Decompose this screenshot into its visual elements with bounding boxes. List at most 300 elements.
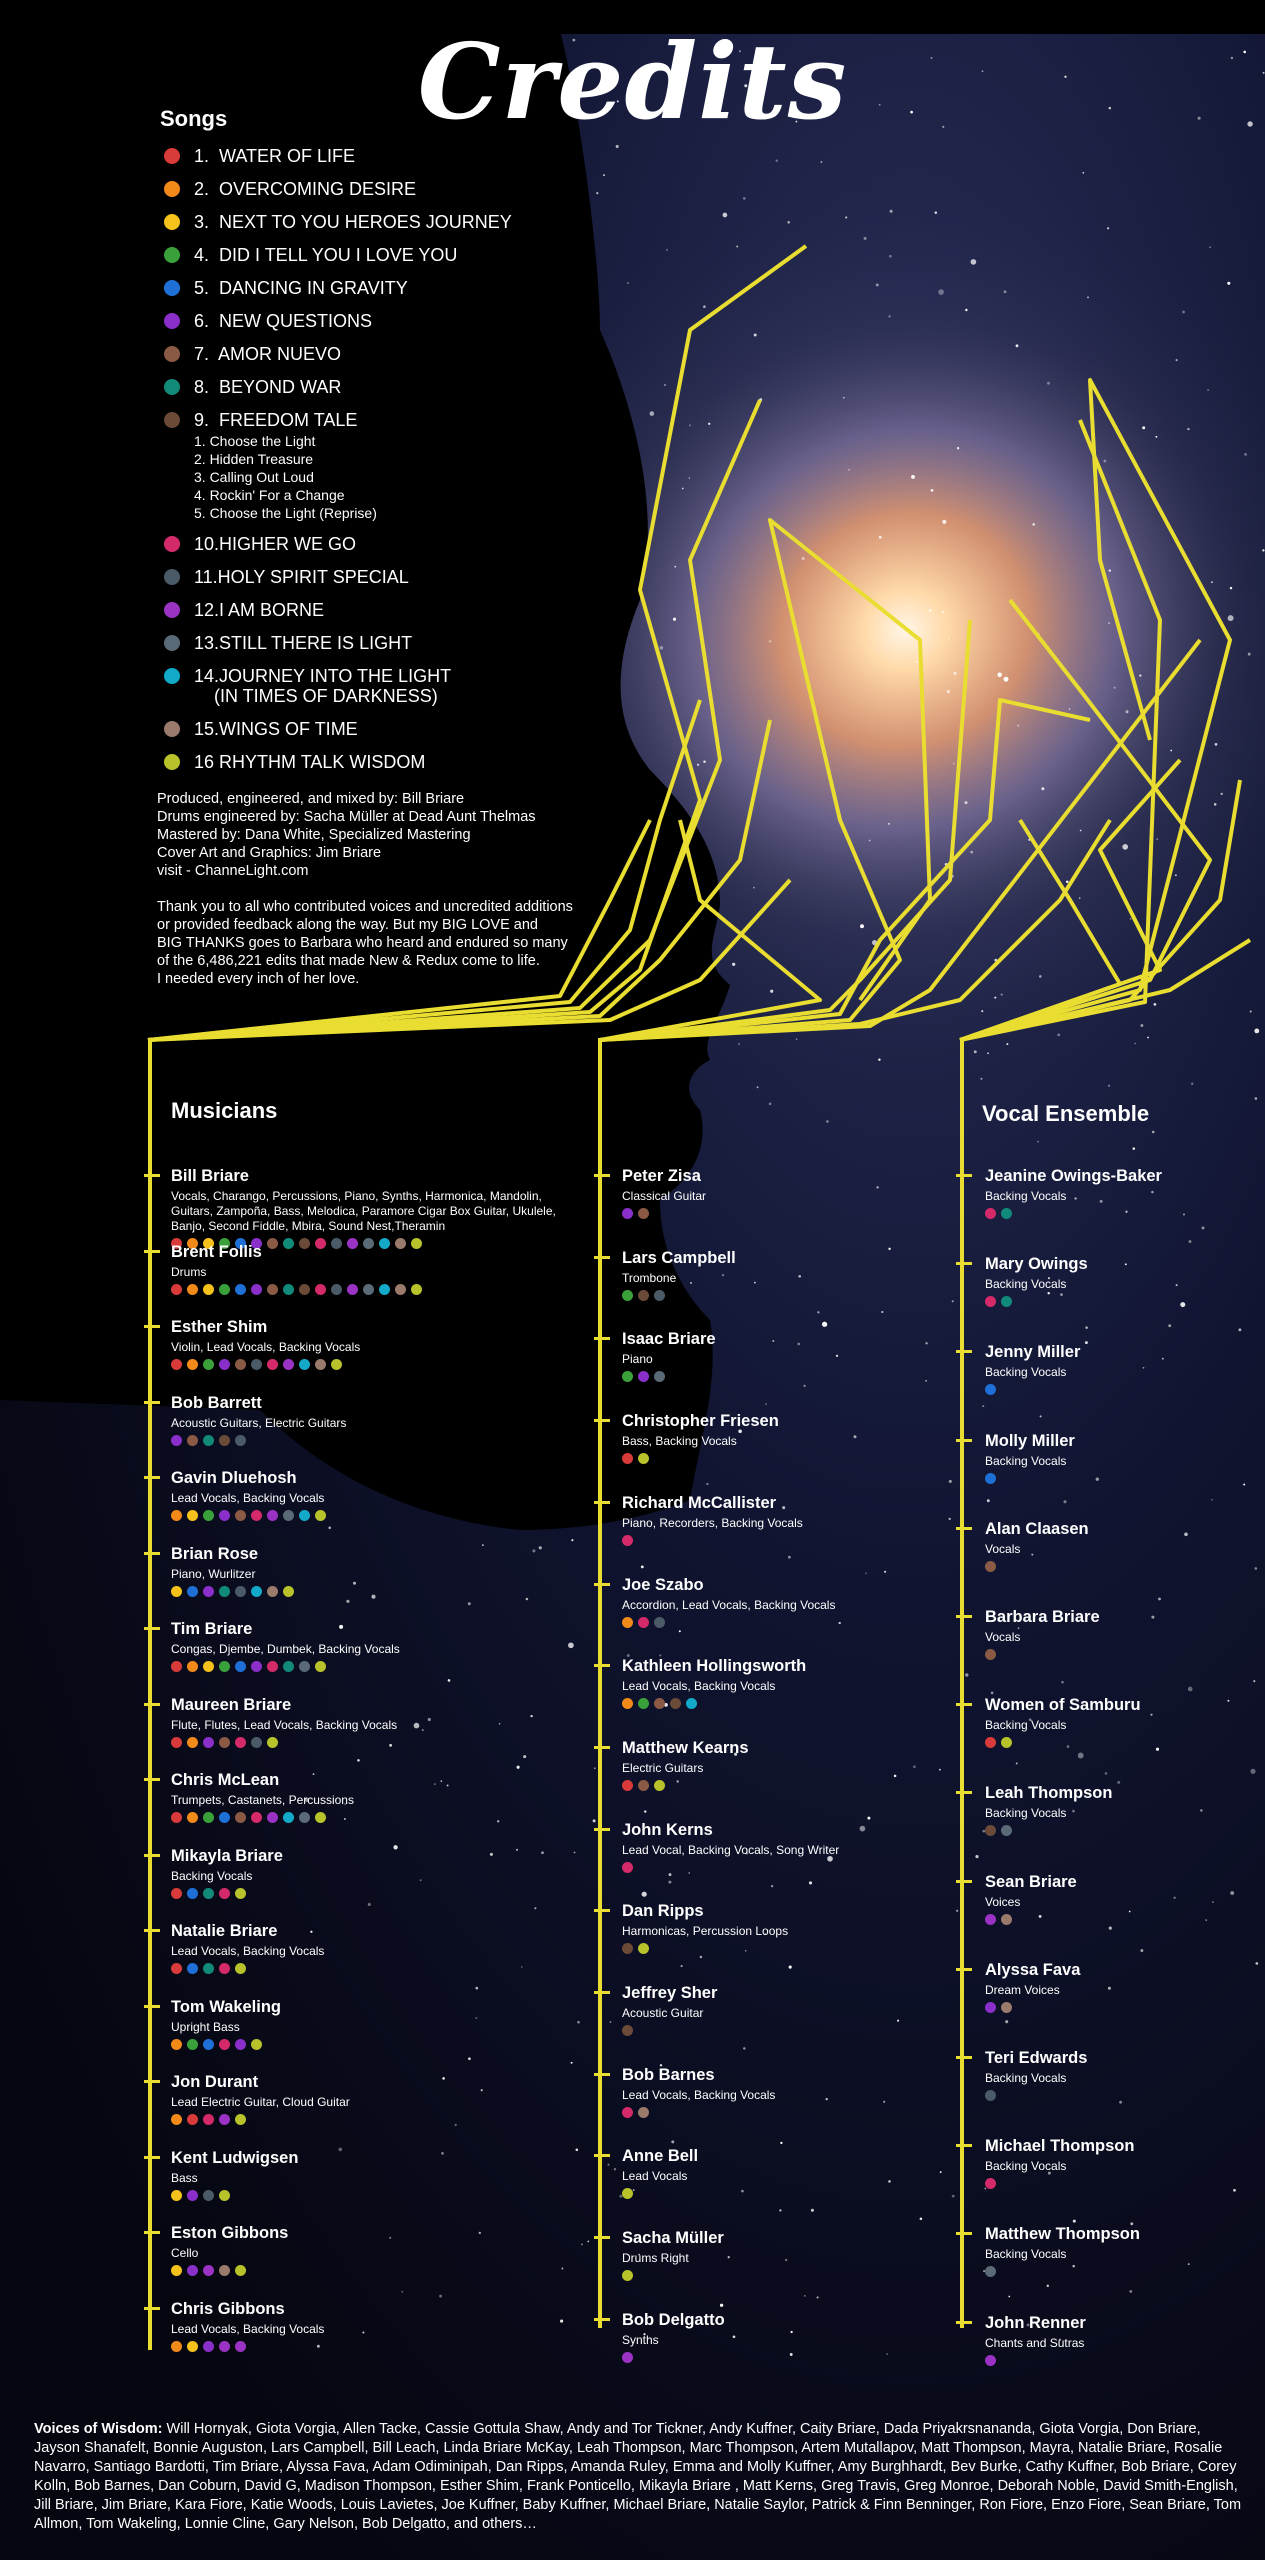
song-dot [203, 1661, 214, 1672]
person-name: Alan Claasen [985, 1519, 1089, 1538]
thanks-line: BIG THANKS goes to Barbara who heard and endured so many [157, 935, 568, 951]
song-dot [171, 1888, 182, 1899]
song-title: 14.JOURNEY INTO THE LIGHT (IN TIMES OF DARKNESS) [194, 666, 452, 706]
song-dot [187, 1435, 198, 1446]
song-dots [171, 1812, 571, 1823]
song-item [160, 344, 660, 364]
song-title: 7. AMOR NUEVO [194, 344, 342, 364]
song-dots [622, 1535, 922, 1546]
song-title: 3. NEXT TO YOU HEROES JOURNEY [194, 212, 512, 232]
person-name: Bill Briare [171, 1167, 249, 1185]
song-dots [171, 1284, 571, 1295]
connector-tick [956, 1439, 972, 1442]
person-name: Jenny Miller [985, 1343, 1081, 1362]
song-item [160, 752, 660, 772]
connector-tick [956, 1880, 972, 1883]
person-name: Kent Ludwigsen [171, 2148, 299, 2167]
song-dot [235, 2265, 246, 2276]
song-dot [1001, 2002, 1012, 2013]
credit-entry [622, 1983, 922, 2036]
credit-entry [985, 2136, 1265, 2189]
song-dots [171, 1435, 571, 1446]
thank-you-note [157, 898, 627, 988]
song-dots [622, 2188, 922, 2199]
credit-entry [171, 1393, 571, 1446]
song-dots [622, 1943, 922, 1954]
song-dot [299, 1510, 310, 1521]
song-dot [187, 1661, 198, 1672]
connector-tick [956, 1703, 972, 1706]
song-color-dot [164, 721, 180, 737]
connector-tick [956, 1350, 972, 1353]
connector-tick [144, 1174, 160, 1177]
song-dot [283, 1359, 294, 1370]
person-name: Brent Follis [171, 1242, 262, 1261]
song-dot [638, 1453, 649, 1464]
person-name: Chris Gibbons [171, 2299, 285, 2318]
song-dot [985, 2178, 996, 2189]
song-movement: 5. Choose the Light (Reprise) [194, 505, 377, 521]
song-title: 6. NEW QUESTIONS [194, 311, 373, 331]
song-dot [985, 1737, 996, 1748]
middle-column-line [598, 1038, 602, 2328]
song-dots [985, 2090, 1265, 2101]
credit-entry [985, 1342, 1265, 1395]
person-role: Backing Vocals [171, 1868, 253, 1883]
song-dots [985, 1649, 1265, 1660]
person-role: Vocals [985, 1630, 1021, 1644]
song-dots [622, 1453, 922, 1464]
song-dot [203, 1737, 214, 1748]
song-dot [267, 1586, 278, 1597]
person-role: Lead Vocals, Backing Vocals [622, 2087, 776, 2102]
song-color-dot [164, 214, 180, 230]
person-name: Michael Thompson [985, 2137, 1135, 2156]
song-movement: 1. Choose the Light [194, 433, 316, 449]
song-dot [251, 1284, 262, 1295]
person-role: Lead Vocal, Backing Vocals, Song Writer [622, 1842, 840, 1857]
credit-entry [171, 1166, 571, 1249]
person-role: Harmonicas, Percussion Loops [622, 1924, 789, 1939]
song-title: 11.HOLY SPIRIT SPECIAL [194, 567, 409, 587]
song-dots [622, 1371, 922, 1382]
person-name: Sacha Müller [622, 2229, 724, 2248]
song-dot [171, 1812, 182, 1823]
song-dot [235, 1586, 246, 1597]
person-role: Vocals [985, 1541, 1021, 1556]
credit-entry [622, 2310, 922, 2363]
song-dot [187, 1737, 198, 1748]
connector-tick [594, 1501, 610, 1504]
song-dot [187, 2114, 198, 2125]
connector-tick [144, 1401, 160, 1404]
person-role: Lead Vocals, Backing Vocals [171, 1491, 325, 1505]
song-dot [203, 2039, 214, 2050]
song-dot [235, 2341, 246, 2352]
credit-entry [171, 1695, 571, 1748]
person-role: Backing Vocals [985, 1189, 1067, 1203]
person-role: Electric Guitars [622, 1760, 704, 1775]
song-dot [235, 1510, 246, 1521]
song-dots [171, 2190, 571, 2201]
song-dot [219, 1737, 230, 1748]
song-dot [654, 1371, 665, 1382]
person-name: Richard McCallister [622, 1493, 777, 1512]
song-dot [171, 2341, 182, 2352]
voices-of-wisdom [34, 2420, 1244, 2534]
song-dot [187, 2190, 198, 2201]
song-dot [654, 1290, 665, 1301]
person-name: Alyssa Fava [985, 1960, 1081, 1979]
song-dot [638, 1943, 649, 1954]
song-dots [985, 1296, 1265, 1307]
song-dot [235, 1359, 246, 1370]
song-item [160, 212, 660, 232]
song-dot [622, 1943, 633, 1954]
connector-tick [144, 1250, 160, 1253]
connector-tick [144, 1703, 160, 1706]
person-name: Tom Wakeling [171, 1997, 282, 2016]
song-dot [638, 1371, 649, 1382]
person-role: Dream Voices [985, 1982, 1060, 1997]
person-name: Chris McLean [171, 1771, 280, 1789]
song-movements [194, 432, 377, 522]
song-dot [985, 2355, 996, 2366]
song-dots [985, 1384, 1265, 1395]
song-title: 9. FREEDOM TALE [194, 410, 358, 430]
credit-entry [622, 1738, 922, 1791]
credit-entry [171, 2072, 571, 2125]
song-dots [622, 1208, 922, 1219]
song-dot [622, 2188, 633, 2199]
person-name: Matthew Kearns [622, 1738, 749, 1757]
song-dot [219, 2265, 230, 2276]
song-item [160, 278, 660, 298]
song-dot [219, 1435, 230, 1446]
person-role: Acoustic Guitars, Electric Guitars [171, 1415, 347, 1430]
person-role: Drums [171, 1264, 207, 1279]
connector-tick [144, 1778, 160, 1781]
credit-entry [985, 2224, 1265, 2277]
song-title: 16 RHYTHM TALK WISDOM [194, 752, 426, 772]
song-dot [299, 1661, 310, 1672]
song-color-dot [164, 181, 180, 197]
song-dot [187, 1586, 198, 1597]
song-dot [1001, 1825, 1012, 1836]
song-dot [654, 1698, 665, 1709]
song-dots [622, 1862, 922, 1873]
liner-notes [157, 790, 627, 988]
person-name: Natalie Briare [171, 1922, 278, 1940]
song-item [160, 666, 660, 706]
person-role: Backing Vocals [985, 1277, 1067, 1292]
song-dot [187, 1963, 198, 1974]
song-dot [251, 2039, 262, 2050]
voices-of-wisdom-label: Voices of Wisdom: [34, 2421, 163, 2437]
connector-tick [144, 1552, 160, 1555]
credit-line: Produced, engineered, and mixed by: Bill Briare [157, 791, 465, 807]
song-dot [622, 1371, 633, 1382]
person-name: Gavin Dluehosh [171, 1469, 297, 1487]
song-dot [235, 1737, 246, 1748]
credit-entry [171, 1846, 571, 1899]
song-color-dot [164, 668, 180, 684]
voices-of-wisdom-names: Will Hornyak, Giota Vorgia, Allen Tacke, Cassie Gottula Shaw, Andy and Tor Tickner, Andy Kuffner, Caity Briare, Dada Priyakrsnananda, Giota Vorgia, Don Briare, Jayson Shanafelt, Bonnie Auguston, Lars Campbell, Bill Leach, Linda Briare McKay, Leah Thompson, Marc Thompson, Artem Mutallapov, Matt Thompson, Mayra, Natalie Briare, Rosalie Navarro, Santiago Bardotti, Tim Briare, Alyssa Fava, Adam Odiminipah, Dan Ripps, Amanda Ruley, Emma and Molly Kuffner, Amy Burghhardt, Bev Burke, Cathy Kuffner, Bob Briare, Corey Kolln, Bob Barnes, Dan Coburn, David G, Madison Thompson, Esther Shim, Frank Ponticello, Mikayla Briare , Matt Kerns, Greg Travis, Greg Monroe, Deborah Noble, David Smith-English, Jill Briare, Jim Briare, Kara Fiore, Katie Woods, Louis Lavietes, Joe Kuffner, Baby Kuffner, Michael Briare, Natalie Saylor, Patrick & Finn Benninger, Ron Fiore, Enzo Fiore, Sean Briare, Tom Allmon, Tom Wakeling, Lonnie Cline, Gary Nelson, Bob Delgatto, and others… [34, 2421, 1242, 2532]
person-name: Jeanine Owings-Baker [985, 1167, 1162, 1185]
song-color-dot [164, 412, 180, 428]
person-role: Chants and Sutras [985, 2335, 1085, 2350]
song-dots [985, 1825, 1265, 1836]
person-name: Lars Campbell [622, 1248, 736, 1267]
song-dot [315, 1510, 326, 1521]
song-dot [622, 1698, 633, 1709]
credit-entry [985, 1695, 1265, 1748]
song-dot [267, 1359, 278, 1370]
connector-tick [594, 1664, 610, 1667]
person-role: Trombone [622, 1270, 677, 1285]
song-dot [622, 1617, 633, 1628]
song-dots [622, 1617, 922, 1628]
credit-entry [171, 2299, 571, 2352]
credit-entry [622, 1411, 922, 1464]
song-dot [363, 1284, 374, 1295]
song-color-dot [164, 313, 180, 329]
song-dot [315, 1284, 326, 1295]
person-name: Christopher Friesen [622, 1412, 779, 1431]
connector-tick [144, 2080, 160, 2083]
person-name: Mary Owings [985, 1255, 1088, 1274]
song-movement: 3. Calling Out Loud [194, 469, 314, 485]
song-dot [622, 2270, 633, 2281]
song-item [160, 633, 660, 653]
thanks-line: or provided feedback along the way. But my BIG LOVE and [157, 917, 538, 933]
song-dot [267, 1284, 278, 1295]
song-dot [985, 1384, 996, 1395]
song-dot [315, 1661, 326, 1672]
person-name: Kathleen Hollingsworth [622, 1657, 807, 1676]
song-title: 13.STILL THERE IS LIGHT [194, 633, 413, 653]
song-color-dot [164, 754, 180, 770]
song-movement: 2. Hidden Treasure [194, 451, 314, 467]
song-dot [203, 1359, 214, 1370]
song-dot [985, 1825, 996, 1836]
song-dot [219, 2114, 230, 2125]
credit-entry [622, 1493, 922, 1546]
person-name: Bob Barrett [171, 1393, 262, 1412]
person-role: Bass, Backing Vocals [622, 1434, 737, 1449]
credit-entry [622, 2146, 922, 2199]
song-dot [638, 1780, 649, 1791]
song-dot [235, 1661, 246, 1672]
person-name: Esther Shim [171, 1318, 268, 1336]
song-movement: 4. Rockin' For a Change [194, 487, 345, 503]
song-dot [235, 1812, 246, 1823]
production-credits [157, 790, 627, 880]
connector-tick [594, 1174, 610, 1177]
person-role: Synths [622, 2332, 659, 2347]
song-dots [985, 2002, 1265, 2013]
song-dots [622, 2352, 922, 2363]
song-color-dot [164, 569, 180, 585]
song-dot [315, 1812, 326, 1823]
song-title: 4. DID I TELL YOU I LOVE YOU [194, 245, 458, 265]
song-dot [985, 1296, 996, 1307]
credit-entry [622, 2065, 922, 2118]
song-dot [638, 1617, 649, 1628]
song-dot [267, 1737, 278, 1748]
vocal-column-line [960, 1038, 964, 2328]
person-role: Classical Guitar [622, 1189, 707, 1203]
credit-entry [171, 1770, 571, 1823]
song-dot [187, 1359, 198, 1370]
songs-panel [160, 106, 660, 785]
song-dot [219, 1510, 230, 1521]
connector-tick [594, 1337, 610, 1340]
song-dot [219, 2341, 230, 2352]
song-dot [267, 1812, 278, 1823]
song-dots [985, 2178, 1265, 2189]
connector-tick [144, 1929, 160, 1932]
song-dot [622, 2107, 633, 2118]
song-dot [985, 2002, 996, 2013]
person-role: Backing Vocals [985, 2071, 1067, 2085]
song-dot [235, 2114, 246, 2125]
song-dots [171, 1586, 571, 1597]
song-dot [622, 2025, 633, 2036]
credit-entry [171, 1544, 571, 1597]
song-dot [347, 1284, 358, 1295]
song-dot [638, 1208, 649, 1219]
person-role: Accordion, Lead Vocals, Backing Vocals [622, 1597, 836, 1612]
person-name: Tim Briare [171, 1620, 253, 1638]
song-dot [251, 1661, 262, 1672]
credit-entry [622, 2228, 922, 2281]
song-dots [985, 1737, 1265, 1748]
person-name: Peter Zisa [622, 1167, 701, 1185]
song-dot [985, 2090, 996, 2101]
song-dot [219, 2039, 230, 2050]
connector-tick [956, 1527, 972, 1530]
person-role: Lead Vocals [622, 2169, 688, 2184]
song-dot [235, 1963, 246, 1974]
song-dots [622, 1290, 922, 1301]
credit-entry [171, 1468, 571, 1521]
connector-tick [956, 1262, 972, 1265]
song-dot [299, 1812, 310, 1823]
song-item [160, 311, 660, 331]
song-color-dot [164, 536, 180, 552]
song-dot [171, 1510, 182, 1521]
connector-tick [956, 2056, 972, 2059]
song-dot [187, 1812, 198, 1823]
connector-tick [144, 2005, 160, 2008]
song-dot [171, 1284, 182, 1295]
song-dot [299, 1359, 310, 1370]
song-item [160, 146, 660, 166]
song-dot [267, 1510, 278, 1521]
song-color-dot [164, 635, 180, 651]
person-role: Congas, Djembe, Dumbek, Backing Vocals [171, 1642, 400, 1656]
song-dots [622, 2025, 922, 2036]
connector-tick [956, 2321, 972, 2324]
songs-heading: Songs [160, 106, 228, 131]
song-color-dot [164, 379, 180, 395]
song-dots [985, 1473, 1265, 1484]
connector-tick [144, 1854, 160, 1857]
song-item [160, 567, 660, 587]
person-role: Voices [985, 1894, 1021, 1909]
person-name: Isaac Briare [622, 1330, 716, 1349]
person-name: Brian Rose [171, 1544, 259, 1563]
song-dots [171, 2114, 571, 2125]
person-role: Vocals, Charango, Percussions, Piano, Synths, Harmonica, Mandolin, Guitars, Zampoña, Bass, Melodica, Paramore Cigar Box Guitar, Ukulele, Banjo, Second Fiddle, Mbira, Sound Nest,Theramin [171, 1189, 556, 1233]
song-dot [171, 2265, 182, 2276]
song-dot [219, 1359, 230, 1370]
person-role: Backing Vocals [985, 1365, 1067, 1380]
song-dot [622, 1862, 633, 1873]
person-role: Lead Vocals, Backing Vocals [171, 1944, 325, 1958]
person-name: Maureen Briare [171, 1695, 292, 1714]
connector-tick [144, 2307, 160, 2310]
song-dot [203, 1435, 214, 1446]
person-role: Acoustic Guitar [622, 2006, 704, 2020]
song-color-dot [164, 346, 180, 362]
person-name: Anne Bell [622, 2147, 699, 2166]
song-dot [219, 2190, 230, 2201]
credit-entry [985, 1166, 1265, 1219]
connector-tick [594, 2236, 610, 2239]
song-dots [985, 1914, 1265, 1925]
connector-tick [956, 1968, 972, 1971]
song-dots [622, 2270, 922, 2281]
song-dots [171, 2341, 571, 2352]
song-dot [203, 2114, 214, 2125]
song-dots [985, 2266, 1265, 2277]
credit-entry [622, 1575, 922, 1628]
song-dot [235, 2039, 246, 2050]
song-color-dot [164, 280, 180, 296]
song-dot [622, 1208, 633, 1219]
person-role: Lead Electric Guitar, Cloud Guitar [171, 2095, 350, 2109]
song-dot [203, 2341, 214, 2352]
song-dot [219, 1888, 230, 1899]
song-dot [1001, 1737, 1012, 1748]
credit-entry [622, 1656, 922, 1709]
person-name: Jon Durant [171, 2073, 259, 2091]
song-dot [187, 1284, 198, 1295]
song-dots [985, 1561, 1265, 1572]
song-title: 10.HIGHER WE GO [194, 534, 357, 554]
person-name: Sean Briare [985, 1872, 1077, 1891]
connector-tick [956, 1174, 972, 1177]
song-color-dot [164, 247, 180, 263]
person-role: Piano [622, 1352, 653, 1367]
connector-tick [594, 1419, 610, 1422]
song-dots [622, 1698, 922, 1709]
song-title: 8. BEYOND WAR [194, 377, 342, 397]
song-dot [171, 2114, 182, 2125]
song-dot [283, 1661, 294, 1672]
connector-tick [594, 1828, 610, 1831]
song-dots [171, 1888, 571, 1899]
song-item [160, 719, 660, 739]
person-name: Bob Barnes [622, 2065, 715, 2084]
song-dot [985, 1649, 996, 1660]
credit-entry [985, 1607, 1265, 1660]
song-item [160, 179, 660, 199]
song-dot [171, 1963, 182, 1974]
person-role: Backing Vocals [985, 2247, 1067, 2262]
